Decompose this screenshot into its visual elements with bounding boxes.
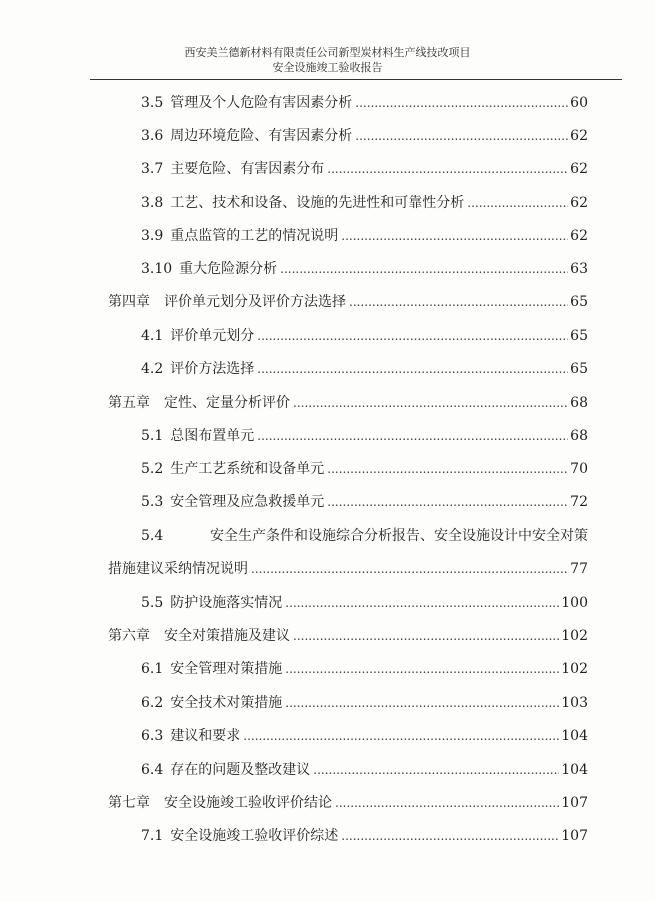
toc-entry-3-8: [141, 193, 588, 213]
toc-page-number: 102: [561, 628, 588, 644]
toc-title: 安全设施竣工验收评价综述: [170, 828, 339, 844]
toc-leader: [467, 193, 568, 213]
toc-entry-3-7: [141, 159, 588, 179]
toc-entry-6-2: [141, 693, 588, 713]
toc-number: 4.2: [141, 361, 164, 377]
toc-entry-6-1: [141, 659, 588, 679]
toc-page-number: 62: [570, 228, 588, 244]
toc-number: 3.9: [141, 228, 164, 244]
toc-page-number: 104: [561, 762, 588, 778]
toc-title: 安全管理及应急救援单元: [170, 494, 325, 510]
toc-page-number: 100: [561, 595, 588, 611]
toc-chapter-number: 第五章: [108, 395, 150, 411]
toc-page-number: 104: [561, 728, 588, 744]
toc-number: 6.4: [141, 762, 164, 778]
toc-entry-chapter-7: [108, 793, 588, 813]
toc-leader: [327, 492, 568, 512]
toc-entry-3-10: [141, 259, 588, 279]
toc-number: 5.3: [141, 494, 164, 510]
toc-leader: [285, 593, 559, 613]
toc-page-number: 65: [570, 328, 588, 344]
toc-entry-chapter-5: [108, 393, 588, 413]
toc-entry-chapter-4: [108, 292, 588, 312]
toc-entry-6-3: [141, 726, 588, 746]
toc-number: 5.1: [141, 428, 164, 444]
toc-page-number: 107: [561, 828, 588, 844]
toc-page-number: 60: [570, 95, 588, 111]
toc-entry-3-5: [141, 93, 588, 113]
toc-leader: [349, 292, 568, 312]
toc-title: 重大危险源分析: [179, 261, 278, 277]
toc-title: 安全技术对策措施: [170, 695, 283, 711]
toc-title: 安全设施竣工验收评价结论: [164, 795, 332, 811]
header-line-1: 西安美兰德新材料有限责任公司新型炭材料生产线技改项目: [184, 46, 471, 59]
toc-number: 5.2: [141, 461, 164, 477]
toc-entry-5-2: [141, 459, 588, 479]
toc-title: 周边环境危险、有害因素分析: [170, 128, 353, 144]
toc-page-number: 103: [561, 695, 588, 711]
toc-title: 评价单元划分及评价方法选择: [164, 294, 346, 310]
toc-entry-5-4-line-2: [108, 559, 588, 579]
toc-number: 5.5: [141, 595, 164, 611]
toc-page-number: 102: [561, 661, 588, 677]
toc-page-number: 72: [570, 494, 588, 510]
toc-title: 存在的问题及整改建议: [170, 762, 311, 778]
toc-leader: [285, 659, 559, 679]
toc-entry-5-4-line-1: [141, 526, 588, 546]
toc-chapter-number: 第四章: [108, 294, 150, 310]
toc-entry-7-1: [141, 826, 588, 846]
toc-page-number: 107: [561, 795, 588, 811]
toc-entry-5-3: [141, 492, 588, 512]
toc-leader: [341, 226, 568, 246]
toc-number: 3.6: [141, 128, 164, 144]
toc-leader: [257, 359, 568, 379]
toc-page-number: 63: [570, 261, 588, 277]
toc-number: 6.3: [141, 728, 164, 744]
toc-leader: [355, 126, 568, 146]
toc-chapter-number: 第七章: [108, 795, 150, 811]
toc-title-continuation: 措施建议采纳情况说明: [108, 561, 248, 577]
toc-title: 工艺、技术和设备、设施的先进性和可靠性分析: [170, 195, 465, 211]
toc-title: 评价方法选择: [170, 361, 255, 377]
toc-number: 4.1: [141, 328, 164, 344]
toc-page-number: 70: [570, 461, 588, 477]
toc-entry-3-6: [141, 126, 588, 146]
toc-title: 评价单元划分: [170, 328, 255, 344]
toc-number: 7.1: [141, 828, 164, 844]
toc-leader: [293, 393, 568, 413]
toc-page-number: 62: [570, 161, 588, 177]
toc-page-number: 77: [570, 561, 588, 577]
toc-title: 定性、定量分析评价: [164, 395, 290, 411]
toc-page-number: 65: [570, 361, 588, 377]
toc-entry-6-4: [141, 760, 588, 780]
toc-page-number: 62: [570, 128, 588, 144]
toc-number: 6.1: [141, 661, 164, 677]
toc-number: 6.2: [141, 695, 164, 711]
toc-leader: [313, 760, 559, 780]
toc-leader: [257, 426, 568, 446]
toc-entry-4-2: [141, 359, 588, 379]
toc-number: 3.5: [141, 95, 164, 111]
toc-title: 重点监管的工艺的情况说明: [170, 228, 339, 244]
toc-leader: [335, 793, 559, 813]
toc-number: 5.4: [141, 528, 164, 544]
toc-page-number: 65: [570, 294, 588, 310]
toc-leader: [341, 826, 559, 846]
toc-leader: [280, 259, 568, 279]
toc-entry-chapter-6: [108, 626, 588, 646]
toc-entry-3-9: [141, 226, 588, 246]
toc-number: 3.8: [141, 195, 164, 211]
header-line-2: 安全设施竣工验收报告: [272, 61, 383, 74]
toc-leader: [355, 93, 568, 113]
toc-leader: [285, 693, 559, 713]
toc-entry-5-5: [141, 593, 588, 613]
toc-page-number: 62: [570, 195, 588, 211]
toc-leader: [257, 326, 568, 346]
toc-title: 防护设施落实情况: [170, 595, 283, 611]
toc-title: 安全对策措施及建议: [164, 628, 290, 644]
toc-title: 主要危险、有害因素分布: [170, 161, 325, 177]
toc-leader: [327, 459, 568, 479]
toc-title: 安全管理对策措施: [170, 661, 283, 677]
toc-entry-5-1: [141, 426, 588, 446]
toc-number: 3.10: [141, 261, 173, 277]
toc-title: 总图布置单元: [170, 428, 255, 444]
toc-entry-4-1: [141, 326, 588, 346]
toc-page-number: 68: [570, 395, 588, 411]
toc-page-number: 68: [570, 428, 588, 444]
toc-title: 建议和要求: [170, 728, 241, 744]
toc-title: 安全生产条件和设施综合分析报告、安全设施设计中安全对策: [210, 528, 588, 544]
toc-leader: [243, 726, 559, 746]
toc-title: 生产工艺系统和设备单元: [170, 461, 325, 477]
toc-chapter-number: 第六章: [108, 628, 150, 644]
toc-number: 3.7: [141, 161, 164, 177]
toc-leader: [327, 159, 568, 179]
toc-title: 管理及个人危险有害因素分析: [170, 95, 353, 111]
toc-leader: [251, 559, 568, 579]
toc-leader: [293, 626, 559, 646]
